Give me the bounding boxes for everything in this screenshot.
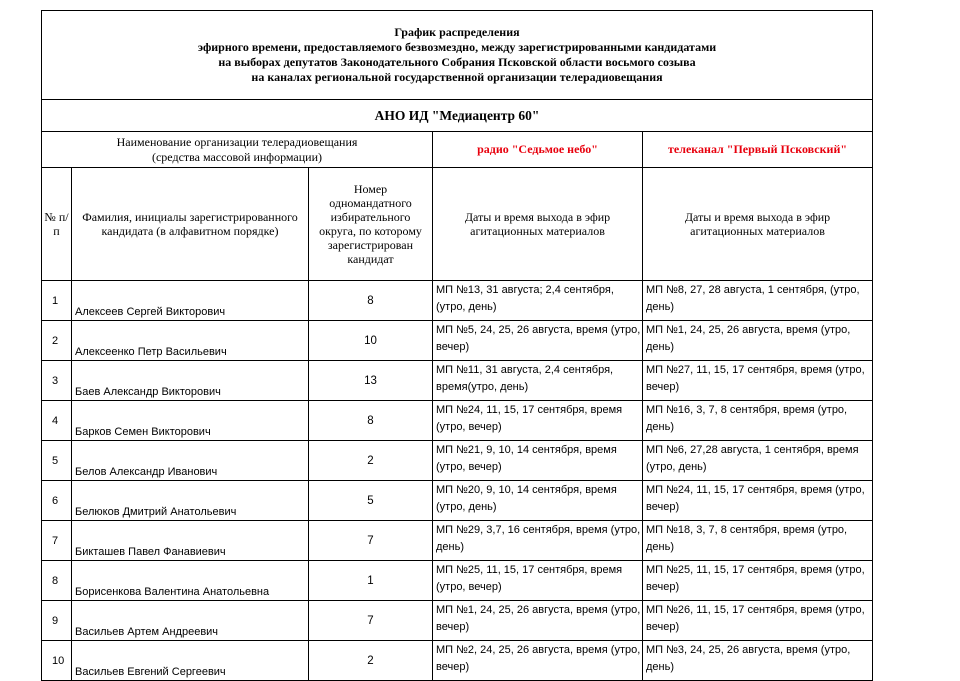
candidate-name: Васильев Евгений Сергеевич	[72, 641, 309, 681]
radio-air-schedule: МП №21, 9, 10, 14 сентября, время (утро, вечер)	[433, 441, 643, 481]
tv-air-schedule: МП №24, 11, 15, 17 сентября, время (утро, вечер)	[643, 481, 873, 521]
row-number: 2	[42, 321, 72, 361]
radio-air-schedule: МП №25, 11, 15, 17 сентября, время (утро, вечер)	[433, 561, 643, 601]
media-label-line-2: (средства массовой информации)	[151, 149, 323, 164]
table-row	[42, 641, 873, 681]
candidate-name: Баев Александр Викторович	[72, 361, 309, 401]
candidate-name: Алексеев Сергей Викторович	[72, 281, 309, 321]
tv-air-schedule: МП №26, 11, 15, 17 сентября, время (утро, вечер)	[643, 601, 873, 641]
row-number: 7	[42, 521, 72, 561]
candidate-name: Васильев Артем Андреевич	[72, 601, 309, 641]
district-number: 2	[309, 441, 433, 481]
header-tv-air: Даты и время выхода в эфир агитационных материалов	[643, 168, 873, 281]
row-number: 1	[42, 281, 72, 321]
district-number: 7	[309, 601, 433, 641]
district-number: 5	[309, 481, 433, 521]
tv-air-schedule: МП №6, 27,28 августа, 1 сентября, время (утро, день)	[643, 441, 873, 481]
row-number: 4	[42, 401, 72, 441]
row-number: 3	[42, 361, 72, 401]
candidate-name: Бикташев Павел Фанавиевич	[72, 521, 309, 561]
tv-air-schedule: МП №8, 27, 28 августа, 1 сентября, (утро, день)	[643, 281, 873, 321]
tv-air-schedule: МП №18, 3, 7, 8 сентября, время (утро, день)	[643, 521, 873, 561]
table-row	[42, 441, 873, 481]
district-number: 10	[309, 321, 433, 361]
radio-air-schedule: МП №24, 11, 15, 17 сентября, время (утро, вечер)	[433, 401, 643, 441]
row-number: 8	[42, 561, 72, 601]
title-line-1: График распределения	[394, 25, 520, 39]
row-number: 6	[42, 481, 72, 521]
candidate-name: Барков Семен Викторович	[72, 401, 309, 441]
table-row	[42, 521, 873, 561]
radio-air-schedule: МП №11, 31 августа, 2,4 сентября, время(утро, день)	[433, 361, 643, 401]
title-line-3: на выборах депутатов Законодательного Собрания Псковской области восьмого созыва	[218, 55, 696, 69]
channel-tv: телеканал "Первый Псковский"	[643, 132, 873, 168]
table-row	[42, 281, 873, 321]
title-line-4: на каналах региональной государственной организации телерадиовещания	[251, 70, 663, 84]
tv-air-schedule: МП №16, 3, 7, 8 сентября, время (утро, день)	[643, 401, 873, 441]
candidate-name: Алексеенко Петр Васильевич	[72, 321, 309, 361]
candidate-name: Белов Александр Иванович	[72, 441, 309, 481]
row-number: 9	[42, 601, 72, 641]
district-number: 1	[309, 561, 433, 601]
district-number: 8	[309, 401, 433, 441]
radio-air-schedule: МП №2, 24, 25, 26 августа, время (утро, вечер)	[433, 641, 643, 681]
radio-air-schedule: МП №29, 3,7, 16 сентября, время (утро, день)	[433, 521, 643, 561]
media-label	[42, 132, 433, 168]
header-name: Фамилия, инициалы зарегистрированного кандидата (в алфавитном порядке)	[72, 168, 309, 281]
district-number: 7	[309, 521, 433, 561]
tv-air-schedule: МП №1, 24, 25, 26 августа, время (утро, день)	[643, 321, 873, 361]
title-line-2: эфирного времени, предоставляемого безвозмездно, между зарегистрированными кандидатами	[197, 40, 717, 54]
header-district: Номер одномандатного избирательного округа, по которому зарегистрирован кандидат	[309, 168, 433, 281]
radio-air-schedule: МП №5, 24, 25, 26 августа, время (утро, вечер)	[433, 321, 643, 361]
header-num: № п/п	[42, 168, 72, 281]
tv-air-schedule: МП №27, 11, 15, 17 сентября, время (утро, вечер)	[643, 361, 873, 401]
district-number: 13	[309, 361, 433, 401]
candidate-name: Белюков Дмитрий Анатольевич	[72, 481, 309, 521]
table-row	[42, 361, 873, 401]
row-number: 5	[42, 441, 72, 481]
radio-air-schedule: МП №1, 24, 25, 26 августа, время (утро, вечер)	[433, 601, 643, 641]
table-row	[42, 401, 873, 441]
schedule-table	[41, 10, 873, 681]
channel-radio: радио "Седьмое небо"	[433, 132, 643, 168]
table-row	[42, 481, 873, 521]
table-row	[42, 601, 873, 641]
tv-air-schedule: МП №3, 24, 25, 26 августа, время (утро, день)	[643, 641, 873, 681]
candidate-name: Борисенкова Валентина Анатольевна	[72, 561, 309, 601]
district-number: 2	[309, 641, 433, 681]
radio-air-schedule: МП №20, 9, 10, 14 сентября, время (утро, день)	[433, 481, 643, 521]
radio-air-schedule: МП №13, 31 августа; 2,4 сентября, (утро, день)	[433, 281, 643, 321]
header-radio-air: Даты и время выхода в эфир агитационных материалов	[433, 168, 643, 281]
table-row	[42, 561, 873, 601]
table-row	[42, 321, 873, 361]
tv-air-schedule: МП №25, 11, 15, 17 сентября, время (утро, вечер)	[643, 561, 873, 601]
row-number: 10	[42, 641, 72, 681]
media-label-line-1: Наименование организации телерадиовещания	[116, 134, 358, 149]
district-number: 8	[309, 281, 433, 321]
document-title	[42, 11, 873, 100]
organization-name: АНО ИД "Медиацентр 60"	[42, 100, 873, 132]
